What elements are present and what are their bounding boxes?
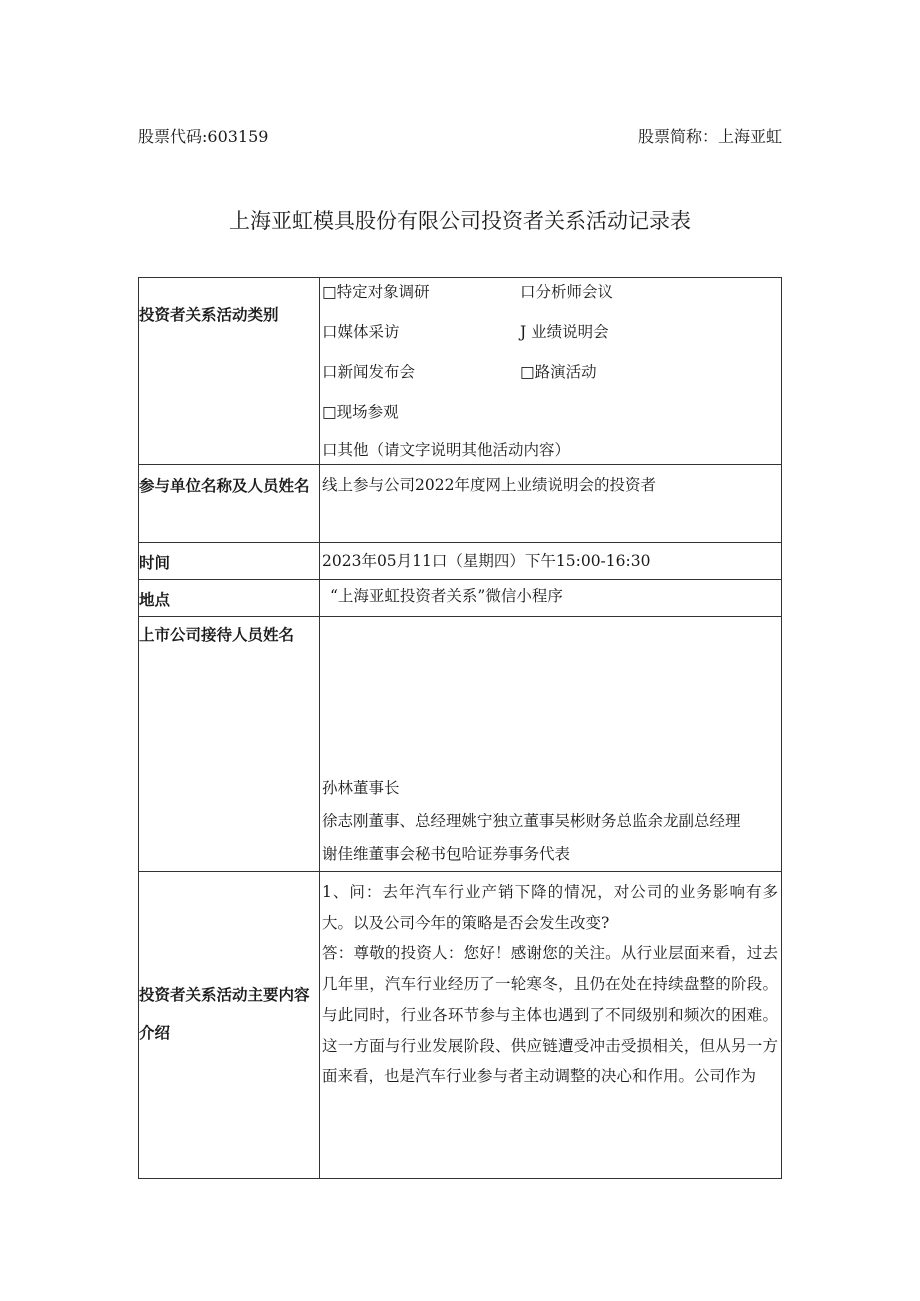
location-value: “上海亚虹投资者关系”微信小程序: [320, 580, 782, 617]
table-row-content: [139, 872, 782, 1179]
option-press-conference: 口新闻发布会: [322, 363, 416, 381]
row-label-location: 地点: [139, 580, 320, 617]
option-other: 口其他（请文字说明其他活动内容）: [322, 441, 571, 459]
table-row-time: [139, 543, 782, 580]
stock-code: 股票代码:603159: [138, 127, 269, 146]
row-label-category: 投资者关系活动类别: [139, 278, 320, 465]
row-label-content: 投资者关系活动主要内容介绍: [139, 872, 320, 1179]
page-title: 上海亚虹模具股份有限公司投资者关系活动记录表: [229, 209, 691, 233]
time-value: 2023年05月11口（星期四）下午15:00-16:30: [320, 543, 782, 580]
category-options: [320, 278, 782, 465]
stock-name: 股票简称：上海亚虹: [637, 127, 782, 146]
table-row-category: [139, 278, 782, 465]
option-site-visit: □现场参观: [322, 403, 399, 421]
row-label-participants: 参与单位名称及人员姓名: [139, 465, 320, 543]
activity-record-table: [138, 277, 782, 1179]
option-specific-research: □特定对象调研: [322, 283, 430, 301]
table-row-location: [139, 580, 782, 617]
row-label-reception: 上市公司接待人员姓名: [139, 617, 320, 872]
option-analyst-meeting: 口分析师会议: [520, 283, 614, 301]
table-row-participants: [139, 465, 782, 543]
reception-value: [320, 617, 782, 872]
reception-line: 徐志刚董事、总经理姚宁独立董事吴彬财务总监余龙副总经理: [322, 812, 741, 830]
reception-line: 孙林董事长: [322, 779, 400, 797]
answer-text: 答：尊敬的投资人：您好！感谢您的关注。从行业层面来看，过去几年里，汽车行业经历了一轮寒冬，且仍在处在持续盘整的阶段。与此同时，行业各环节参与主体也遇到了不同级别和频次的困难。这一方面与行业发展阶段、供应链遭受冲击受损相关，但从另一方面来看，也是汽车行业参与者主动调整的决心和作用。公司作为: [322, 944, 778, 1086]
question-text: 1、问：去年汽车行业产销下降的情况，对公司的业务影响有多大。以及公司今年的策略是否会发生改变?: [322, 883, 778, 932]
participants-value: 线上参与公司2022年度网上业绩说明会的投资者: [320, 465, 782, 543]
option-earnings-briefing: J 业绩说明会: [520, 323, 609, 341]
row-label-time: 时间: [139, 543, 320, 580]
content-value: [320, 872, 782, 1179]
table-row-reception: [139, 617, 782, 872]
option-media-interview: 口媒体采访: [322, 323, 400, 341]
option-roadshow: □路演活动: [520, 363, 597, 381]
reception-line: 谢佳维董事会秘书包哈证券事务代表: [322, 845, 571, 863]
